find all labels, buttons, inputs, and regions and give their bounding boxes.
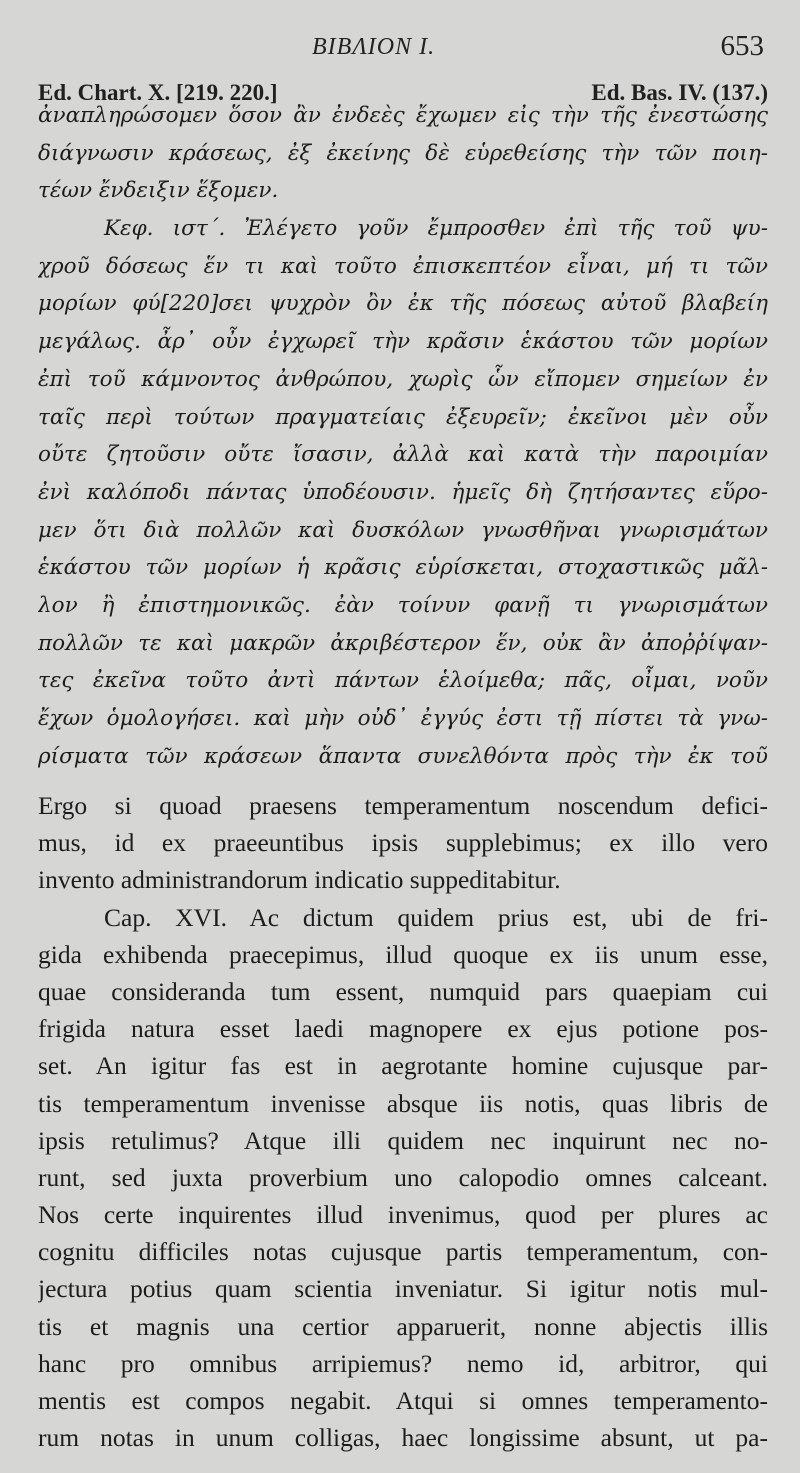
latin-line: hanc pro omnibus arripiemus? nemo id, arbitror, qui bbox=[38, 1348, 768, 1378]
greek-line: ἔχων ὁμολογήσει. καὶ μὴν οὐδ᾽ ἐγγύς ἐστι τῇ πίστει τὰ γνω- bbox=[38, 706, 768, 731]
latin-line: gida exhibenda praecepimus, illud quoque ex iis unum esse, bbox=[38, 939, 768, 969]
latin-line: rum notas in unum colligas, haec longissime absunt, ut pa- bbox=[38, 1423, 768, 1453]
greek-line: ἐπὶ τοῦ κάμνοντος ἀνθρώπου, χωρὶς ὧν εἴπομεν σημείων ἐν bbox=[38, 366, 768, 392]
greek-line: διάγνωσιν κράσεως, ἐξ ἐκείνης δὲ εὑρεθείσης τὴν τῶν ποιη- bbox=[38, 140, 768, 166]
greek-line: τες ἐκεῖνα τοῦτο ἀντὶ πάντων ἑλοίμεθα; πᾶς, οἶμαι, νοῦν bbox=[38, 668, 768, 694]
book-title: BIBΛΙΟΝ Ι. bbox=[312, 34, 436, 60]
running-head bbox=[0, 30, 800, 66]
greek-line: ἐνὶ καλόποδι πάντας ὑποδέουσιν. ἡμεῖς δὴ ζητήσαντες εὕρο- bbox=[38, 479, 768, 505]
greek-line: τέων ἔνδειξιν ἕξομεν. bbox=[38, 178, 279, 204]
greek-line: χροῦ δόσεως ἕν τι καὶ τοῦτο ἐπισκεπτέον εἶναι, μή τι τῶν bbox=[38, 253, 768, 279]
greek-line: ταῖς περὶ τούτων πραγματείαις ἐξευρεῖν; ἐκεῖνοι μὲν οὖν bbox=[38, 404, 768, 430]
latin-line: Ergo si quoad praesens temperamentum noscendum defici- bbox=[38, 791, 768, 820]
greek-line: οὔτε ζητοῦσιν οὔτε ἴσασιν, ἀλλὰ καὶ κατὰ τὴν παροιμίαν bbox=[38, 442, 768, 468]
edition-chartier: Ed. Chart. X. [219. 220.] bbox=[38, 80, 278, 105]
greek-line: μεγάλως. ἆρ᾽ οὖν ἐγχωρεῖ τὴν κρᾶσιν ἑκάστου τῶν μορίων bbox=[38, 329, 768, 355]
latin-line: ipsis retulimus? Atque illi quidem nec inquirunt nec no- bbox=[38, 1125, 768, 1155]
latin-line: cognitu difficiles notas cujusque partis temperamentum, con- bbox=[38, 1237, 768, 1267]
latin-line: mentis est compos negabit. Atqui si omnes temperamento- bbox=[38, 1386, 768, 1415]
greek-line-chapter-start: Κεφ. ιστ΄. Ἐλέγετο γοῦν ἔμπροσθεν ἐπὶ τῆς τοῦ ψυ- bbox=[104, 216, 768, 242]
latin-line: tis et magnis una certior apparuerit, nonne abjectis illis bbox=[38, 1311, 768, 1341]
latin-line: jectura potius quam scientia inveniatur. Si igitur notis mul- bbox=[38, 1274, 768, 1304]
page-number: 653 bbox=[720, 30, 764, 62]
edition-basel: Ed. Bas. IV. (137.) bbox=[591, 80, 768, 105]
greek-line: πολλῶν τε καὶ μακρῶν ἀκριβέστερον ἕν, οὐκ ἂν ἀποῤῥίψαν- bbox=[38, 630, 768, 656]
latin-text bbox=[38, 787, 768, 1456]
latin-line: quae consideranda tum essent, numquid pars quaepiam cui bbox=[38, 976, 768, 1006]
greek-line: μεν ὅτι διὰ πολλῶν καὶ δυσκόλων γνωσθῆναι γνωρισμάτων bbox=[38, 517, 768, 543]
latin-line: runt, sed juxta proverbium uno calopodio omnes calceant. bbox=[38, 1162, 768, 1192]
greek-line: μορίων φύ[220]σει ψυχρὸν ὂν ἐκ τῆς πόσεως αὐτοῦ βλαβείη bbox=[38, 291, 768, 317]
latin-line: Nos certe inquirentes illud invenimus, quod per plures ac bbox=[38, 1200, 768, 1230]
latin-line: tis temperamentum invenisse absque iis notis, quas libris de bbox=[38, 1088, 768, 1118]
greek-line: λον ἢ ἐπιστημονικῶς. ἐὰν τοίνυν φανῇ τι γνωρισμάτων bbox=[38, 592, 768, 618]
greek-line: ρίσματα τῶν κράσεων ἅπαντα συνελθόντα πρὸς τὴν ἐκ τοῦ bbox=[38, 743, 768, 769]
latin-line: invento administrandorum indicatio suppeditabitur. bbox=[38, 865, 561, 895]
latin-line: mus, id ex praeeuntibus ipsis supplebimus; ex illo vero bbox=[38, 828, 768, 858]
latin-line: frigida natura esset laedi magnopere ex ejus potione pos- bbox=[38, 1014, 768, 1044]
greek-line: ἀναπληρώσομεν ὅσον ἂν ἐνδεὲς ἔχωμεν εἰς τὴν τῆς ἐνεστώσης bbox=[38, 103, 768, 128]
greek-text bbox=[38, 97, 768, 775]
greek-line: ἑκάστου τῶν μορίων ἡ κρᾶσις εὑρίσκεται, στοχαστικῶς μᾶλ- bbox=[38, 555, 768, 581]
latin-line: set. An igitur fas est in aegrotante homine cujusque par- bbox=[38, 1051, 768, 1081]
latin-line-chapter-start: Cap. XVI. Ac dictum quidem prius est, ubi de fri- bbox=[104, 902, 768, 932]
